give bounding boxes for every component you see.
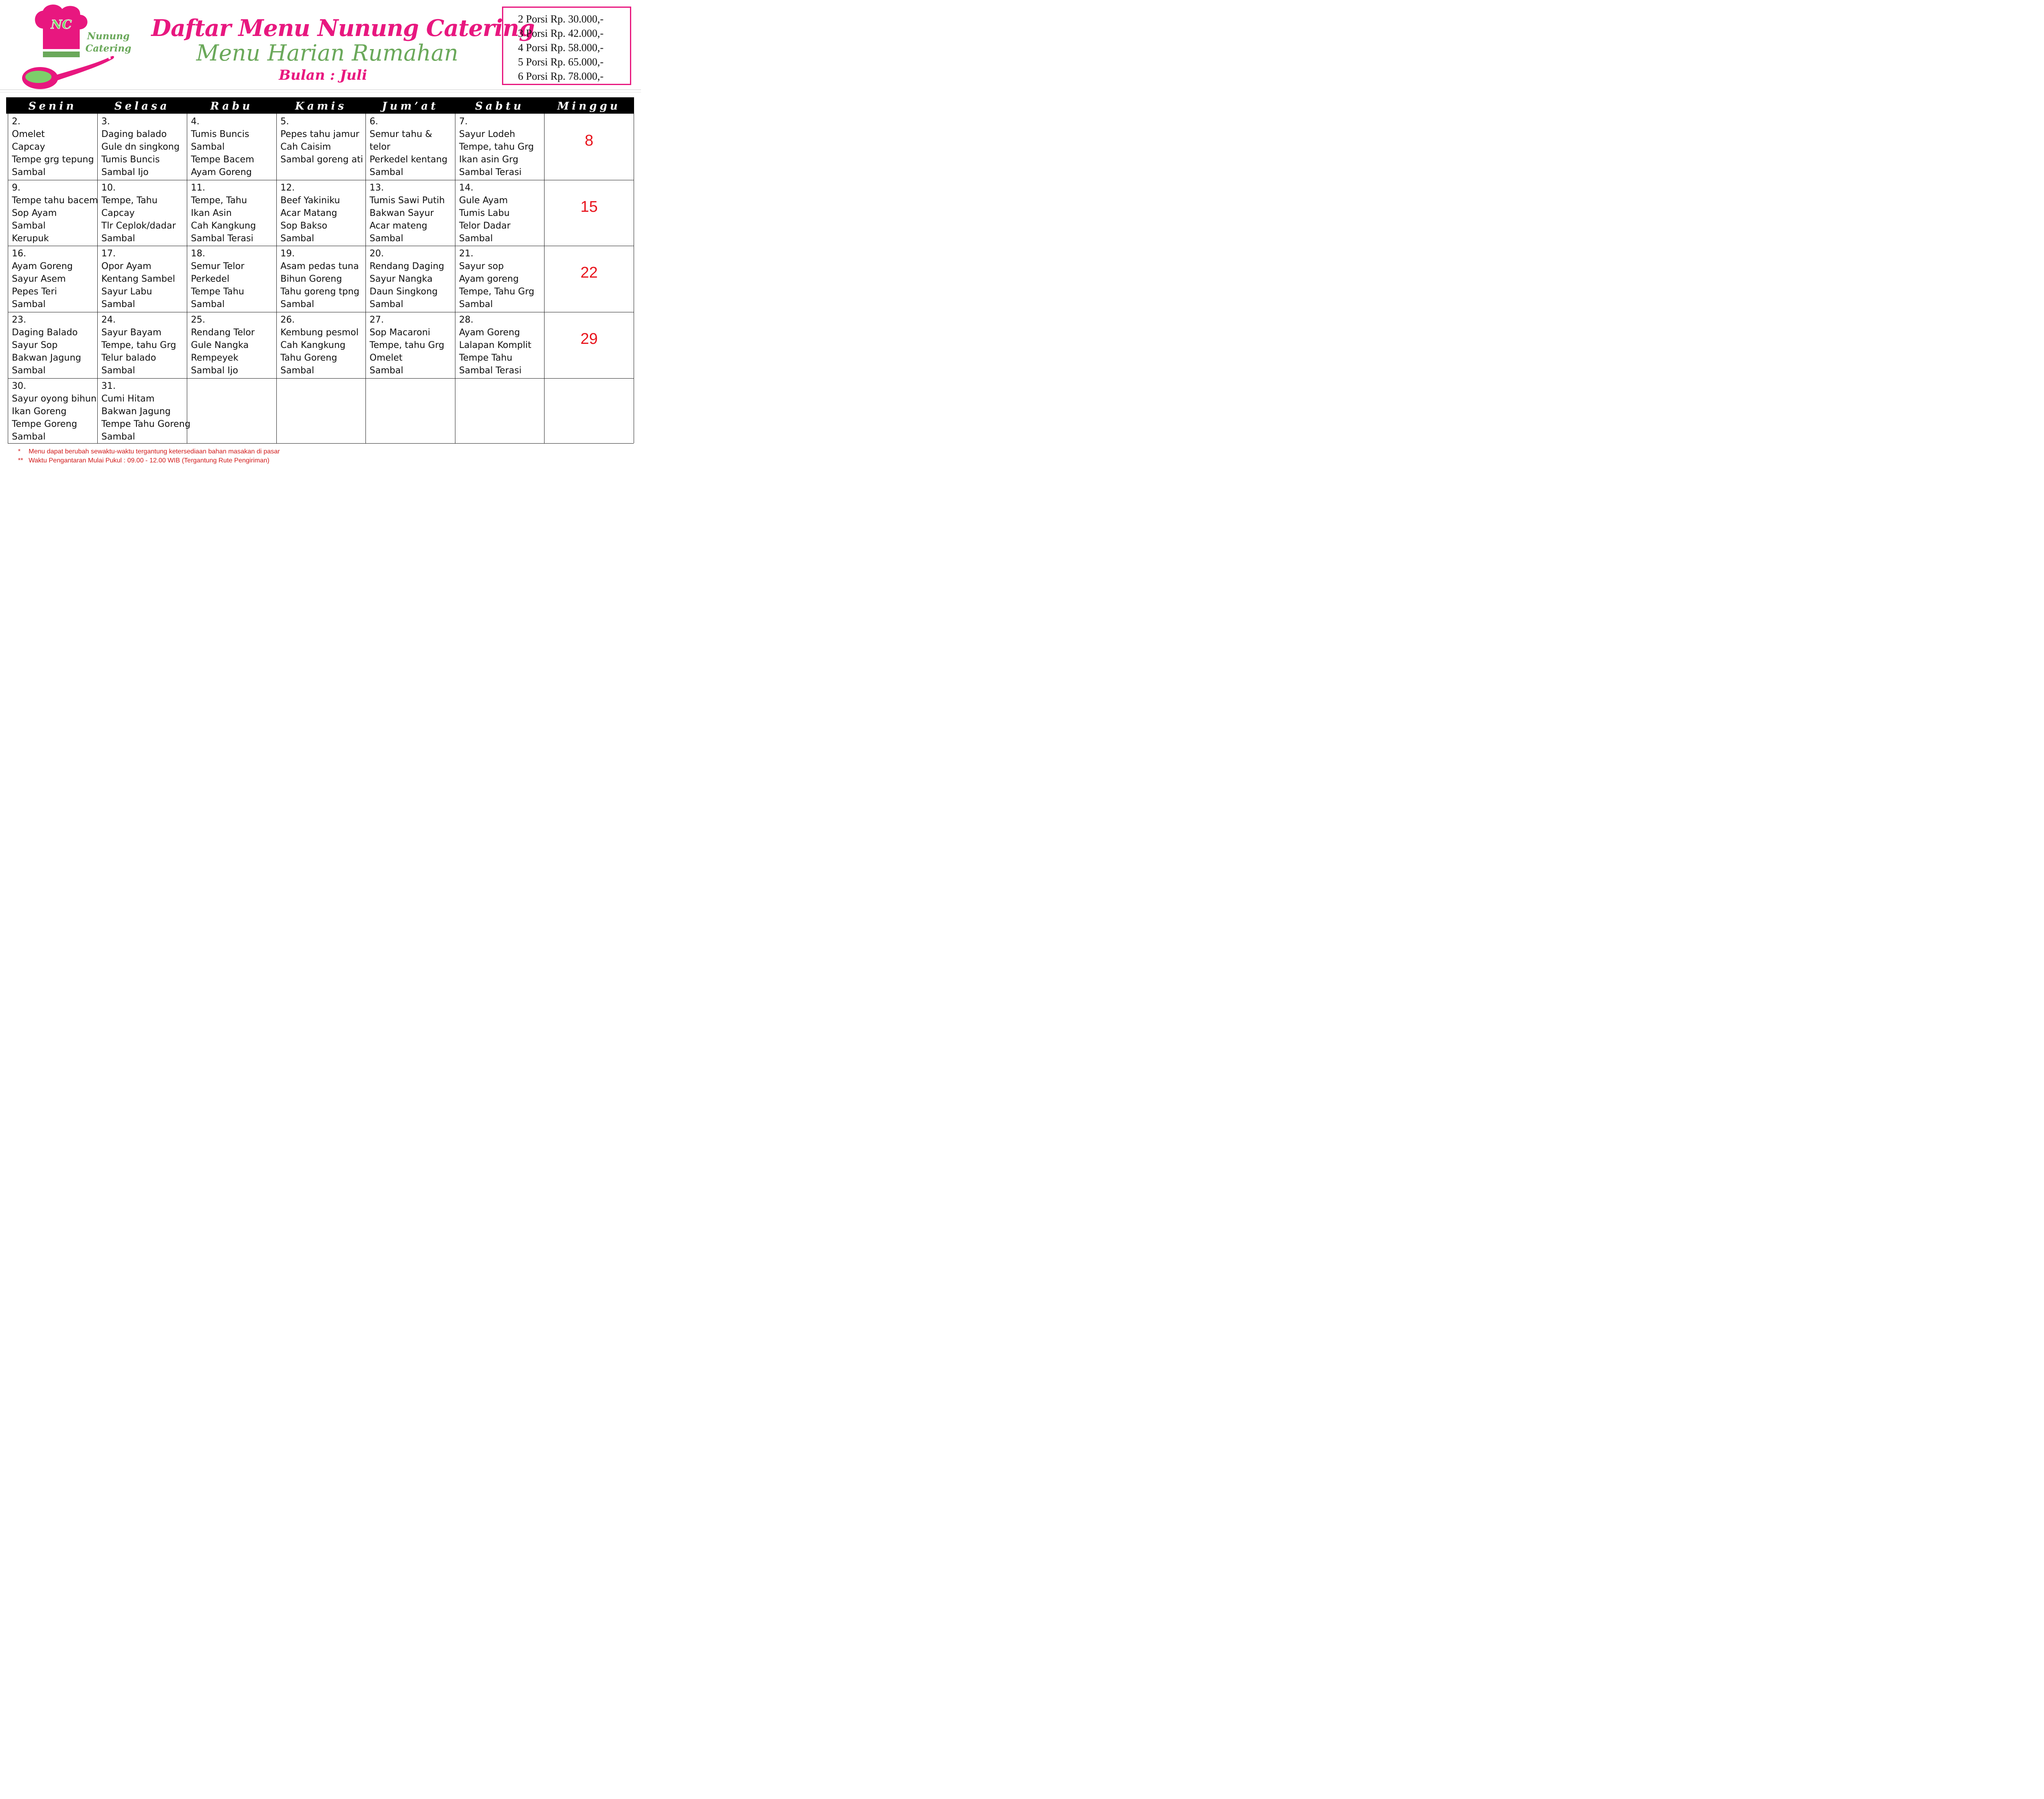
menu-item: Ayam goreng xyxy=(459,274,519,284)
menu-item: Sop Macaroni xyxy=(370,327,430,338)
menu-item: Sop Ayam xyxy=(12,208,57,218)
footnote-mark: * xyxy=(18,448,21,455)
menu-item: Sambal Terasi xyxy=(459,167,522,177)
menu-day-cell xyxy=(370,115,448,179)
day-date: 10. xyxy=(101,183,116,193)
price-list-box xyxy=(502,7,631,85)
day-date: 3. xyxy=(101,117,110,127)
menu-item: Sambal xyxy=(101,299,135,310)
menu-day-cell xyxy=(459,314,531,377)
menu-day-cell xyxy=(370,247,444,311)
day-date: 7. xyxy=(459,117,468,127)
menu-item: Rendang Telor xyxy=(191,327,255,338)
logo-initials: NC xyxy=(51,18,72,32)
menu-item: Tempe, tahu Grg xyxy=(370,340,444,350)
menu-item: Sambal xyxy=(101,366,135,376)
day-date: 13. xyxy=(370,183,384,193)
menu-item: Tempe Tahu xyxy=(459,353,513,363)
menu-item: Tahu Goreng xyxy=(280,353,337,363)
day-date: 31. xyxy=(101,381,116,391)
menu-item: Lalapan Komplit xyxy=(459,340,531,350)
menu-day-cell xyxy=(459,247,534,311)
menu-day-cell xyxy=(12,380,96,443)
menu-day-cell xyxy=(280,182,340,245)
spoon-handle-hole xyxy=(108,57,111,59)
menu-item: Tumis Labu xyxy=(459,208,510,218)
menu-item: Acar Matang xyxy=(280,208,337,218)
menu-item: Tempe Goreng xyxy=(12,419,77,429)
menu-item: Tempe grg tepung xyxy=(12,155,94,165)
menu-item: Tempe Tahu xyxy=(191,287,244,297)
menu-day-cell xyxy=(101,314,176,377)
weekday-header-5: Jum’at xyxy=(382,100,439,112)
menu-day-cell xyxy=(191,247,244,311)
menu-item: Sayur Labu xyxy=(101,287,152,297)
weekday-header-bar xyxy=(6,97,634,114)
grid-column-divider xyxy=(365,114,366,443)
day-date: 17. xyxy=(101,249,116,259)
menu-item: Sayur sop xyxy=(459,261,504,271)
weekday-header-1: Senin xyxy=(28,100,77,112)
menu-item: Asam pedas tuna xyxy=(280,261,359,271)
menu-item: Rendang Daging xyxy=(370,261,444,271)
menu-item: Sambal Terasi xyxy=(191,233,253,244)
day-date: 21. xyxy=(459,249,473,259)
menu-item: Tempe Tahu Goreng xyxy=(101,419,191,429)
sunday-date: 22 xyxy=(580,264,598,281)
menu-item: Capcay xyxy=(101,208,135,218)
menu-day-cell xyxy=(191,314,255,377)
menu-item: Cumi Hitam xyxy=(101,394,155,404)
grid-row-divider xyxy=(8,378,634,379)
menu-item: Gule dn singkong xyxy=(101,142,180,152)
menu-item: Telor Dadar xyxy=(459,221,511,231)
menu-day-cell xyxy=(12,182,98,245)
day-date: 18. xyxy=(191,249,205,259)
day-date: 6. xyxy=(370,117,378,127)
menu-item: Sambal xyxy=(370,233,403,244)
menu-item: Bakwan Jagung xyxy=(101,406,171,417)
menu-day-cell xyxy=(370,182,445,245)
menu-item: Sambal Ijo xyxy=(191,366,238,376)
price-line: 4 Porsi Rp. 58.000,- xyxy=(518,42,604,54)
menu-item: Acar mateng xyxy=(370,221,428,231)
day-date: 16. xyxy=(12,249,26,259)
day-date: 5. xyxy=(280,117,289,127)
grid-row-divider xyxy=(8,443,634,444)
day-date: 26. xyxy=(280,315,295,325)
menu-item: Cah Caisim xyxy=(280,142,331,152)
menu-item: Daging balado xyxy=(101,129,167,139)
spoon-bowl-inner xyxy=(25,71,52,83)
menu-item: Ayam Goreng xyxy=(459,327,520,338)
price-line: 3 Porsi Rp. 42.000,- xyxy=(518,27,604,39)
weekday-header-2: Selasa xyxy=(114,100,170,112)
menu-item: Tempe, tahu Grg xyxy=(101,340,176,350)
menu-item: Sambal xyxy=(280,233,314,244)
menu-day-cell xyxy=(459,115,534,179)
menu-item: Sambal xyxy=(459,299,493,310)
page-subtitle: Menu Harian Rumahan xyxy=(196,40,459,66)
menu-item: Perkedel kentang xyxy=(370,155,448,165)
menu-item: Sambal xyxy=(191,299,225,310)
menu-item: Telur balado xyxy=(101,353,156,363)
menu-item: Sambal xyxy=(191,142,225,152)
menu-item: Kembung pesmol xyxy=(280,327,359,338)
hat-band xyxy=(43,52,80,57)
sunday-date: 29 xyxy=(580,330,598,348)
menu-item: Ikan Goreng xyxy=(12,406,67,417)
grid-column-divider xyxy=(276,114,277,443)
menu-item: Sayur Bayam xyxy=(101,327,161,338)
menu-day-cell xyxy=(280,314,359,377)
menu-item: Sambal xyxy=(280,366,314,376)
menu-item: Sambal xyxy=(101,233,135,244)
menu-item: Gule Ayam xyxy=(459,195,508,206)
sunday-date: 8 xyxy=(585,132,594,149)
menu-item: Semur Telor xyxy=(191,261,244,271)
menu-item: Sayur oyong bihun xyxy=(12,394,97,404)
menu-item: Sayur Nangka xyxy=(370,274,433,284)
menu-item: Ayam Goreng xyxy=(191,167,252,177)
menu-item: Ikan Asin xyxy=(191,208,232,218)
price-line: 2 Porsi Rp. 30.000,- xyxy=(518,13,604,25)
day-date: 23. xyxy=(12,315,26,325)
menu-item: Sambal xyxy=(12,432,46,442)
menu-item: Tahu goreng tpng xyxy=(280,287,360,297)
menu-item: Sambal xyxy=(459,233,493,244)
menu-item: Sayur Asem xyxy=(12,274,66,284)
menu-item: Sambal xyxy=(12,221,46,231)
day-date: 9. xyxy=(12,183,20,193)
day-date: 4. xyxy=(191,117,199,127)
menu-item: Sayur Sop xyxy=(12,340,58,350)
menu-item: Opor Ayam xyxy=(101,261,152,271)
menu-item: Daun Singkong xyxy=(370,287,438,297)
menu-item: Sambal xyxy=(12,167,46,177)
day-date: 2. xyxy=(12,117,20,127)
menu-item: Gule Nangka xyxy=(191,340,249,350)
day-date: 19. xyxy=(280,249,295,259)
weekday-header-7: Minggu xyxy=(557,100,621,112)
day-date: 20. xyxy=(370,249,384,259)
day-date: 25. xyxy=(191,315,205,325)
menu-item: Sambal goreng ati xyxy=(280,155,363,165)
sunday-date: 15 xyxy=(580,198,598,215)
menu-item: Tumis Buncis xyxy=(101,155,160,165)
day-date: 11. xyxy=(191,183,205,193)
day-date: 30. xyxy=(12,381,26,391)
spoon-handle xyxy=(52,56,114,81)
menu-item: Tumis Buncis xyxy=(191,129,249,139)
menu-day-cell xyxy=(191,182,256,245)
menu-item: telor xyxy=(370,142,390,152)
menu-item: Sambal xyxy=(12,299,46,310)
nunung-catering-logo xyxy=(20,3,139,89)
price-line: 5 Porsi Rp. 65.000,- xyxy=(518,56,604,68)
weekday-header-6: Sabtu xyxy=(475,100,524,112)
menu-day-cell xyxy=(459,182,511,245)
menu-day-cell xyxy=(101,247,175,311)
menu-day-cell xyxy=(101,115,179,179)
weekday-header-3: Rabu xyxy=(210,100,253,112)
menu-item: Sambal xyxy=(370,366,403,376)
menu-item: Daging Balado xyxy=(12,327,78,338)
menu-item: Kerupuk xyxy=(12,233,49,244)
menu-item: Perkedel xyxy=(191,274,230,284)
day-date: 24. xyxy=(101,315,116,325)
menu-day-cell xyxy=(280,247,359,311)
footnote xyxy=(18,456,269,465)
menu-item: Tempe Bacem xyxy=(191,155,254,165)
menu-item: Bakwan Sayur xyxy=(370,208,434,218)
menu-item: Sambal xyxy=(370,299,403,310)
day-date: 14. xyxy=(459,183,473,193)
menu-item: Sambal Terasi xyxy=(459,366,522,376)
menu-item: Bakwan Jagung xyxy=(12,353,81,363)
menu-item: Cah Kangkung xyxy=(280,340,346,350)
footnote-mark: ** xyxy=(18,457,23,464)
footnote-text: Waktu Pengantaran Mulai Pukul : 09.00 - 12.00 WIB (Tergantung Rute Pengiriman) xyxy=(29,457,270,464)
menu-item: Ayam Goreng xyxy=(12,261,73,271)
footnote xyxy=(18,447,280,456)
menu-item: Tempe tahu bacem xyxy=(12,195,98,206)
menu-item: Pepes Teri xyxy=(12,287,57,297)
menu-item: Bihun Goreng xyxy=(280,274,342,284)
menu-item: Tempe, Tahu xyxy=(101,195,158,206)
menu-day-cell xyxy=(101,182,176,245)
menu-item: Tempe, Tahu xyxy=(191,195,247,206)
price-line: 6 Porsi Rp. 78.000,- xyxy=(518,70,604,82)
menu-item: Tlr Ceplok/dadar xyxy=(101,221,176,231)
menu-item: Sambal xyxy=(101,432,135,442)
menu-item: Sop Bakso xyxy=(280,221,327,231)
menu-item: Capcay xyxy=(12,142,45,152)
page-title: Daftar Menu Nunung Catering xyxy=(151,15,535,42)
menu-item: Cah Kangkung xyxy=(191,221,256,231)
menu-item: Ikan asin Grg xyxy=(459,155,518,165)
menu-day-cell xyxy=(191,115,254,179)
menu-item: Tempe, Tahu Grg xyxy=(459,287,534,297)
day-date: 28. xyxy=(459,315,473,325)
menu-item: Sambal xyxy=(12,366,46,376)
menu-item: Sambal xyxy=(370,167,403,177)
menu-day-cell xyxy=(370,314,444,377)
month-label: Bulan : Juli xyxy=(279,67,367,83)
logo-name-line1: Nunung xyxy=(87,31,130,42)
day-date: 27. xyxy=(370,315,384,325)
menu-day-cell xyxy=(12,314,81,377)
day-date: 12. xyxy=(280,183,295,193)
menu-day-cell xyxy=(280,115,363,166)
menu-day-cell xyxy=(101,380,191,443)
menu-item: Omelet xyxy=(370,353,403,363)
logo-name-line2: Catering xyxy=(85,43,132,54)
menu-item: Kentang Sambel xyxy=(101,274,175,284)
grid-column-divider xyxy=(97,114,98,443)
menu-item: Sambal xyxy=(280,299,314,310)
menu-item: Sayur Lodeh xyxy=(459,129,515,139)
menu-day-cell xyxy=(12,115,94,179)
menu-item: Pepes tahu jamur xyxy=(280,129,359,139)
weekday-header-4: Kamis xyxy=(295,100,347,112)
menu-day-cell xyxy=(12,247,73,311)
menu-item: Rempeyek xyxy=(191,353,239,363)
menu-item: Semur tahu & xyxy=(370,129,433,139)
menu-item: Omelet xyxy=(12,129,45,139)
menu-item: Tempe, tahu Grg xyxy=(459,142,534,152)
footnote-text: Menu dapat berubah sewaktu-waktu tergantung ketersediaan bahan masakan di pasar xyxy=(29,448,280,455)
menu-item: Tumis Sawi Putih xyxy=(370,195,445,206)
menu-item: Sambal Ijo xyxy=(101,167,149,177)
menu-item: Beef Yakiniku xyxy=(280,195,340,206)
